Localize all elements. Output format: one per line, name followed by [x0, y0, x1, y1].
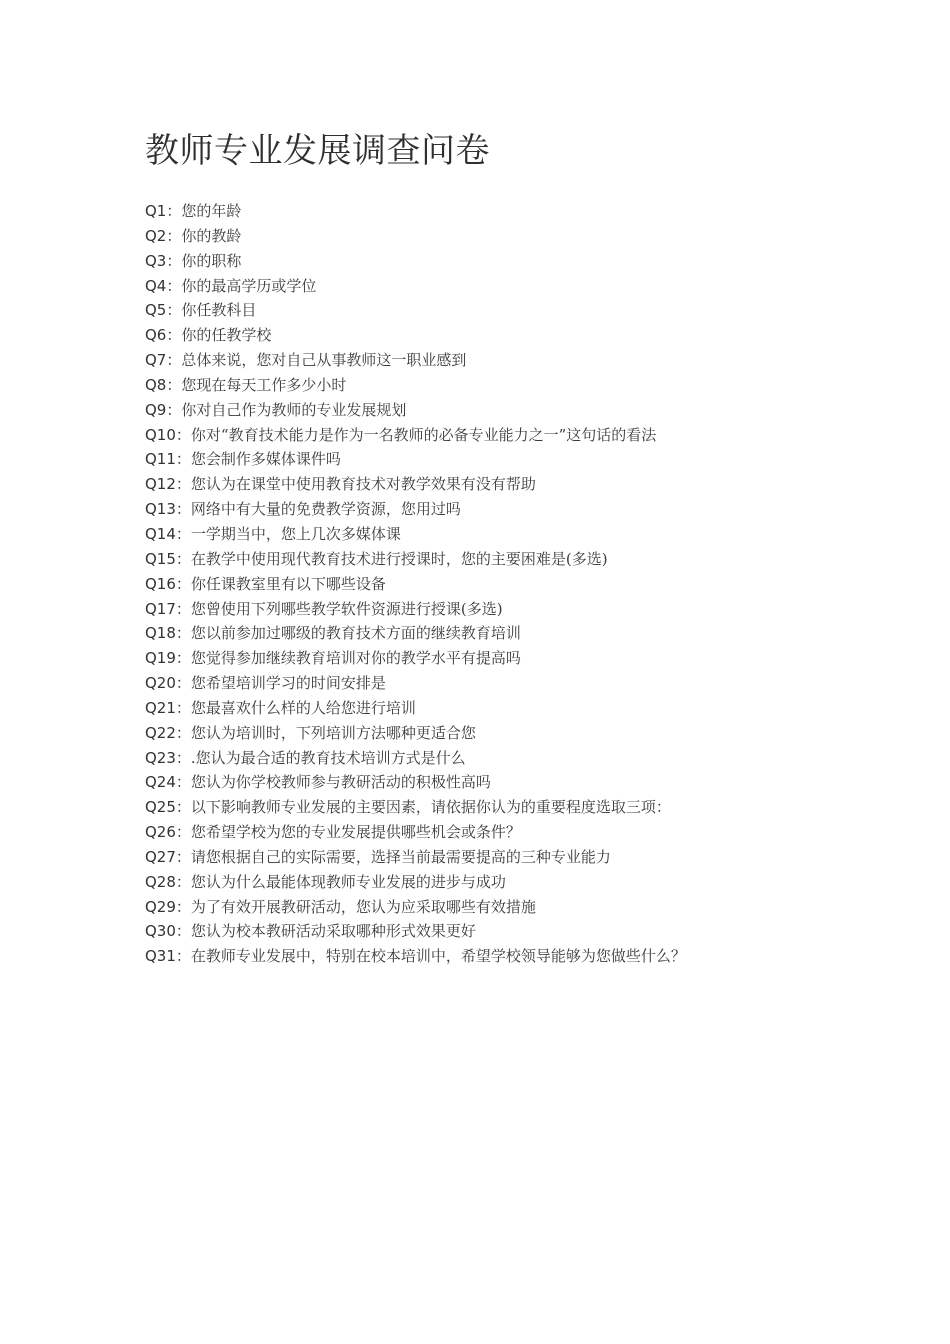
- question-item: [145, 746, 935, 771]
- question-list: [145, 199, 935, 969]
- question-text: 您曾使用下列哪些教学软件资源进行授课(多选): [190, 599, 503, 618]
- question-number: Q24：: [145, 773, 191, 792]
- question-text: 您会制作多媒体课件吗: [190, 450, 341, 469]
- question-text: 您认为什么最能体现教师专业发展的进步与成功: [190, 872, 506, 891]
- question-text: 在教师专业发展中，特别在校本培训中，希望学校领导能够为您做些什么？: [190, 947, 686, 966]
- question-text: 在教学中使用现代教育技术进行授课时，您的主要困难是(多选): [190, 549, 608, 568]
- question-number: Q14：: [145, 524, 191, 543]
- question-number: Q23：: [145, 748, 191, 767]
- question-text: 你对“教育技术能力是作为一名教师的必备专业能力之一”这句话的看法: [190, 425, 657, 444]
- question-item: [145, 224, 935, 249]
- question-text: 网络中有大量的免费教学资源，您用过吗: [190, 500, 461, 519]
- question-item: [145, 895, 935, 920]
- question-item: [145, 944, 935, 969]
- question-number: Q29：: [145, 897, 191, 916]
- question-item: [145, 398, 935, 423]
- question-text: 您的年龄: [181, 202, 242, 220]
- question-text: 您现在每天工作多少小时: [181, 375, 347, 394]
- question-item: [145, 597, 935, 622]
- question-number: Q18：: [145, 624, 191, 643]
- question-item: [145, 671, 935, 696]
- question-number: Q22：: [145, 723, 191, 742]
- question-number: Q2：: [145, 226, 182, 245]
- question-number: Q6：: [145, 326, 182, 345]
- question-item: [145, 919, 935, 944]
- question-text: 您认为在课堂中使用教育技术对教学效果有没有帮助: [190, 475, 536, 494]
- question-text: 你任教科目: [181, 301, 257, 320]
- question-text: 一学期当中，您上几次多媒体课: [190, 524, 401, 543]
- question-item: [145, 820, 935, 845]
- question-item: [145, 199, 935, 224]
- question-number: Q1：: [145, 202, 182, 220]
- question-item: [145, 472, 935, 497]
- question-text: 你任课教室里有以下哪些设备: [190, 574, 386, 593]
- question-item: [145, 423, 935, 448]
- document-title: 教师专业发展调查问卷: [145, 131, 490, 171]
- question-text: 你的职称: [181, 251, 242, 270]
- question-text: 你的最高学历或学位: [181, 276, 317, 295]
- question-item: [145, 249, 935, 274]
- question-number: Q11：: [145, 450, 191, 469]
- question-number: Q9：: [145, 400, 182, 419]
- question-number: Q13：: [145, 500, 191, 519]
- question-text: 您认为培训时，下列培训方法哪种更适合您: [190, 723, 476, 742]
- question-item: [145, 298, 935, 323]
- question-text: 您认为你学校教师参与教研活动的积极性高吗: [190, 773, 491, 792]
- question-text: 总体来说，您对自己从事教师这一职业感到: [181, 351, 467, 370]
- question-text: 您以前参加过哪级的教育技术方面的继续教育培训: [190, 624, 521, 643]
- question-item: [145, 522, 935, 547]
- question-item: [145, 795, 935, 820]
- question-number: Q16：: [145, 574, 191, 593]
- question-number: Q15：: [145, 549, 191, 568]
- question-number: Q21：: [145, 698, 191, 717]
- question-number: Q25：: [145, 798, 191, 817]
- question-text: 请您根据自己的实际需要，选择当前最需要提高的三种专业能力: [190, 847, 611, 866]
- question-text: 以下影响教师专业发展的主要因素，请依据你认为的重要程度选取三项：: [190, 798, 671, 817]
- question-number: Q17：: [145, 599, 191, 618]
- question-number: Q27：: [145, 847, 191, 866]
- question-number: Q12：: [145, 475, 191, 494]
- question-text: 您觉得参加继续教育培训对你的教学水平有提高吗: [190, 649, 521, 668]
- question-number: Q31：: [145, 947, 191, 966]
- question-item: [145, 770, 935, 795]
- question-text: .您认为最合适的教育技术培训方式是什么: [190, 748, 466, 767]
- question-item: [145, 348, 935, 373]
- question-item: [145, 845, 935, 870]
- question-number: Q7：: [145, 351, 182, 370]
- question-number: Q3：: [145, 251, 182, 270]
- question-text: 您希望学校为您的专业发展提供哪些机会或条件？: [190, 823, 521, 842]
- question-text: 您最喜欢什么样的人给您进行培训: [190, 698, 416, 717]
- question-item: [145, 646, 935, 671]
- question-item: [145, 447, 935, 472]
- question-item: [145, 323, 935, 348]
- question-text: 您认为校本教研活动采取哪种形式效果更好: [190, 922, 476, 941]
- question-item: [145, 721, 935, 746]
- question-number: Q19：: [145, 649, 191, 668]
- question-number: Q20：: [145, 674, 191, 693]
- question-number: Q8：: [145, 375, 182, 394]
- question-item: [145, 547, 935, 572]
- question-text: 您希望培训学习的时间安排是: [190, 674, 386, 693]
- question-item: [145, 696, 935, 721]
- question-item: [145, 621, 935, 646]
- question-item: [145, 274, 935, 299]
- question-item: [145, 572, 935, 597]
- question-text: 你的任教学校: [181, 326, 272, 345]
- question-item: [145, 497, 935, 522]
- question-text: 你的教龄: [181, 226, 242, 245]
- question-text: 你对自己作为教师的专业发展规划: [181, 400, 407, 419]
- question-number: Q26：: [145, 823, 191, 842]
- question-item: [145, 870, 935, 895]
- question-number: Q5：: [145, 301, 182, 320]
- question-number: Q28：: [145, 872, 191, 891]
- question-number: Q4：: [145, 276, 182, 295]
- question-number: Q30：: [145, 922, 191, 941]
- question-text: 为了有效开展教研活动，您认为应采取哪些有效措施: [190, 897, 536, 916]
- question-number: Q10：: [145, 425, 191, 444]
- question-item: [145, 373, 935, 398]
